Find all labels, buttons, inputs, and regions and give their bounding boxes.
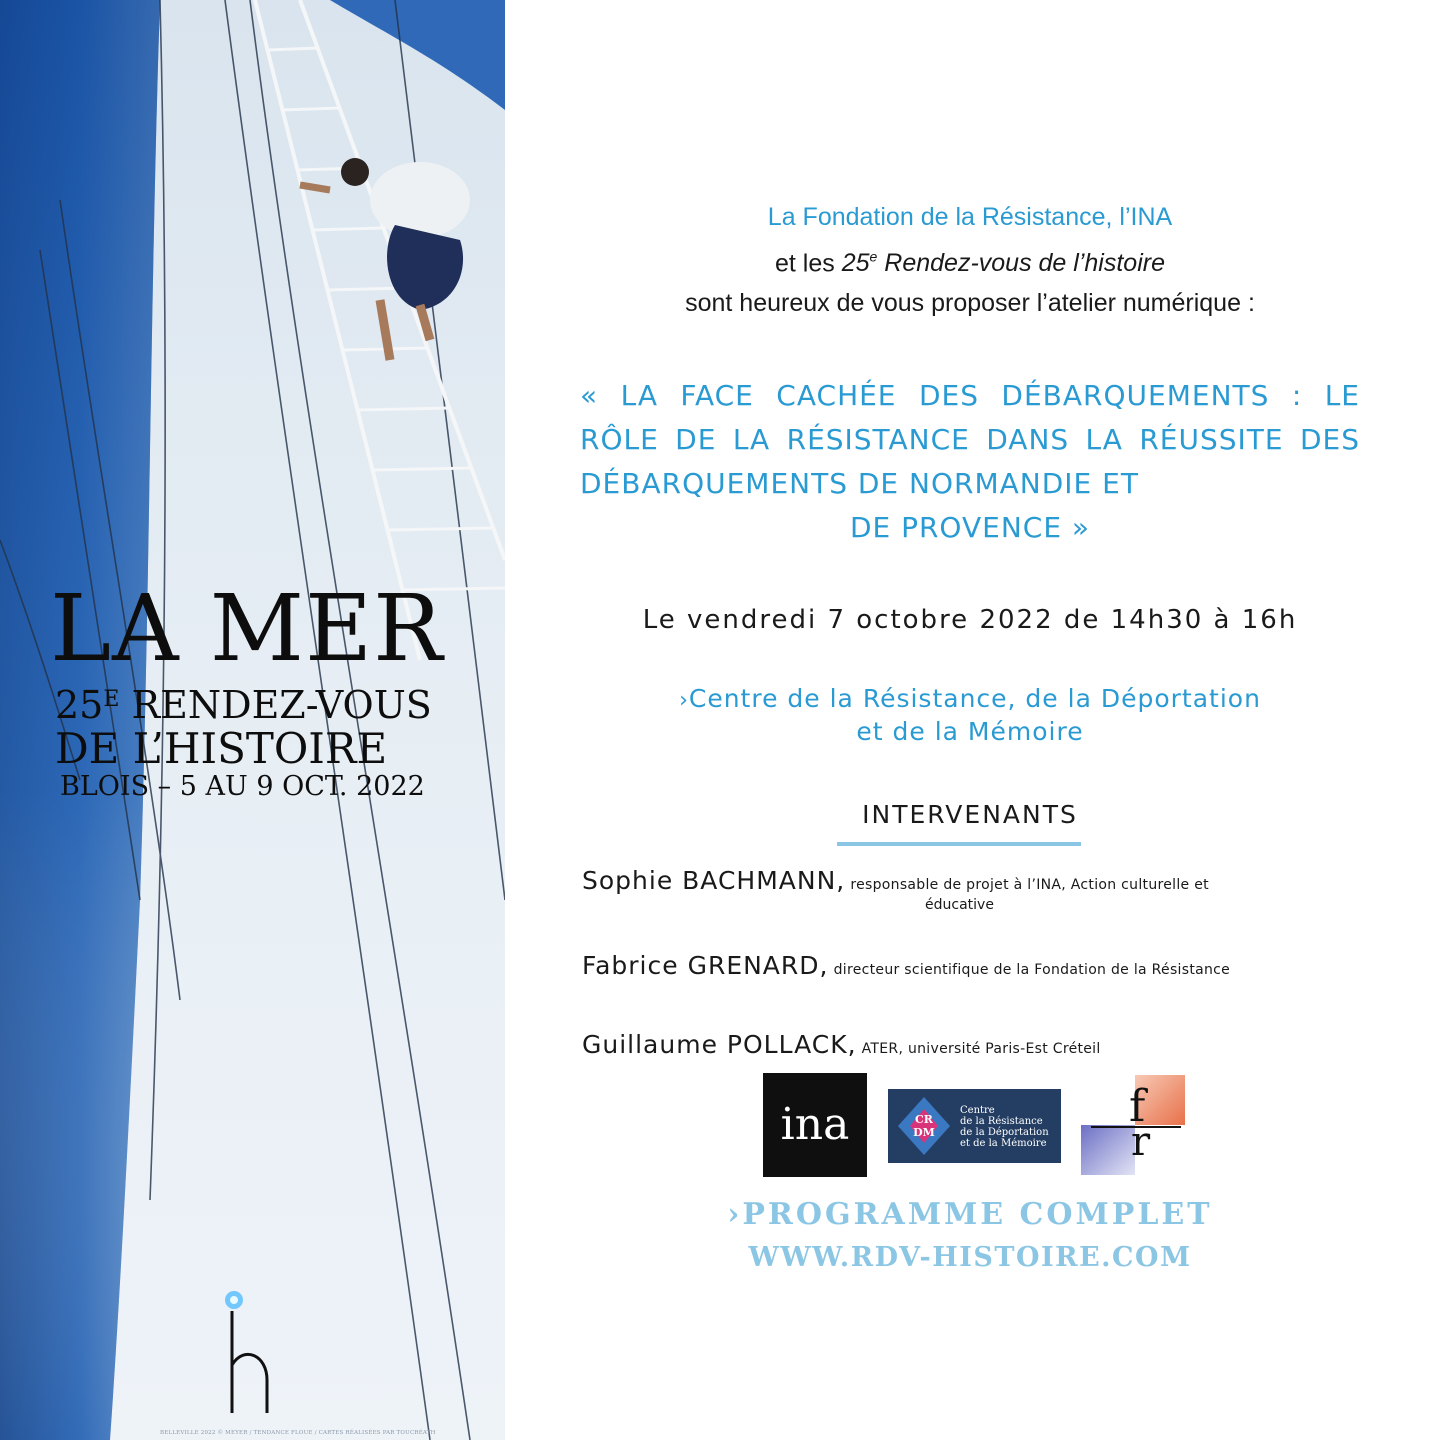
speaker-item: Fabrice GRENARD, directeur scientifique de la Fondation de la Résistance — [582, 951, 1231, 980]
poster-edition: $25^E$ RENDEZ-VOUS — [55, 683, 432, 727]
ina-logo[interactable]: ina — [763, 1073, 867, 1177]
chevron-right-icon: › — [679, 688, 689, 713]
intro-line-rdv: et les 25e Rendez-vous de l’histoire — [775, 249, 1165, 278]
intro-text — [575, 197, 1365, 323]
h-logo-icon — [222, 1285, 282, 1415]
intro-line-proposal: sont heureux de vous proposer l’atelier numérique : — [685, 289, 1255, 318]
workshop-title: « LA FACE CACHÉE DES DÉBARQUEMENTS : LE RÔLE DE LA RÉSISTANCE DANS LA RÉUSSITE DES DÉBARQUEMENTS DE NORMANDIE ET DE PROVENCE » — [580, 379, 1360, 544]
event-place: ›Centre de la Résistance, de la Déportation et de la Mémoire — [679, 684, 1261, 746]
poster-title: LA MER — [50, 575, 444, 682]
poster-image — [0, 0, 505, 1440]
speakers-heading: INTERVENANTS — [862, 800, 1078, 829]
fondation-resistance-logo[interactable] — [1081, 1075, 1189, 1177]
invitation-content — [505, 0, 1440, 1440]
crdm-logo[interactable]: CR DM Centre de la Résistance de la Déportation et de la Mémoire — [888, 1089, 1061, 1163]
svg-text:DM: DM — [913, 1126, 935, 1139]
poster-subtitle: DE L’HISTOIRE — [55, 724, 388, 773]
climber-figure — [300, 158, 470, 360]
poster-place-dates: BLOIS – 5 AU 9 OCT. 2022 — [60, 771, 425, 802]
programme-link[interactable]: ›PROGRAMME COMPLET — [727, 1197, 1213, 1232]
event-date: Le vendredi 7 octobre 2022 de 14h30 à 16h — [642, 605, 1298, 635]
intro-line-organizers: La Fondation de la Résistance, l’INA — [767, 203, 1173, 231]
svg-text:CR: CR — [915, 1113, 933, 1126]
speaker-item: Guillaume POLLACK, ATER, université Paris-Est Créteil — [582, 1030, 1101, 1059]
svg-text:r: r — [1131, 1119, 1151, 1165]
photo-credit: BELLEVILLE 2022 © MEYER / TENDANCE FLOUE / CARTES RÉALISÉES PAR TOUCRÉATH — [160, 1430, 436, 1436]
crdm-diamond-icon — [888, 1089, 958, 1163]
website-link[interactable]: WWW.RDV-HISTOIRE.COM — [748, 1242, 1192, 1273]
speaker-item: Sophie BACHMANN, responsable de projet à l’INA, Action culturelle et éducative — [582, 866, 1209, 913]
heading-underline — [837, 842, 1081, 846]
svg-text:f: f — [1129, 1081, 1146, 1132]
